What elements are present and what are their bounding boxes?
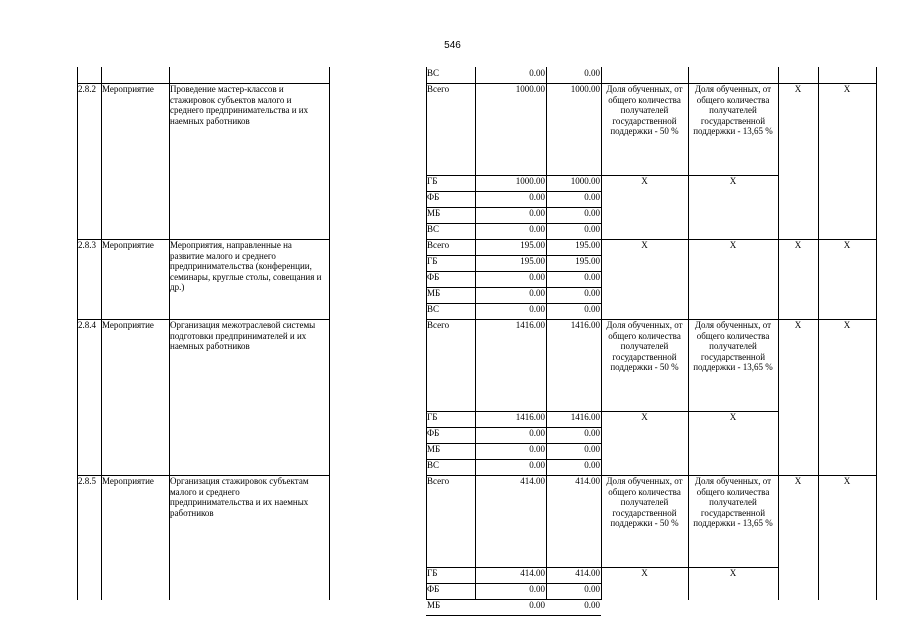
fact-amount: 0.00: [584, 288, 600, 298]
gb-mark-2: Х: [729, 412, 737, 422]
mark-1: Х: [794, 476, 802, 486]
gb-mark-2: Х: [729, 176, 737, 186]
mark-2: Х: [843, 320, 851, 330]
plan-amount: 0.00: [529, 272, 545, 282]
source-label: Всего: [427, 84, 450, 94]
indicator-2: Доля обученных, от общего количества получателей государственной поддержки - 13,65 %: [693, 84, 774, 136]
gb-mark-1: Х: [641, 568, 648, 578]
grid-vline: [778, 67, 779, 600]
source-label: ФБ: [427, 428, 440, 438]
fact-amount: 0.00: [584, 600, 600, 610]
fact-amount: 0.00: [584, 428, 600, 438]
plan-amount: 1000.00: [515, 176, 545, 186]
source-label: МБ: [427, 444, 441, 454]
source-label: ФБ: [427, 584, 440, 594]
plan-amount: 195.00: [520, 240, 545, 250]
fact-amount: 1416.00: [570, 412, 600, 422]
mark-1: Х: [794, 84, 802, 94]
page-number: 546: [444, 40, 461, 51]
indicator-2: Доля обученных, от общего количества получателей государственной поддержки - 13,65 %: [693, 476, 774, 528]
grid-hline: [426, 615, 601, 616]
mark-1: Х: [794, 320, 802, 330]
fact-amount: 0.00: [584, 304, 600, 314]
grid-vline: [426, 67, 427, 600]
activity-type: Мероприятие: [102, 476, 154, 486]
plan-amount: 0.00: [529, 208, 545, 218]
plan-amount: 414.00: [520, 476, 545, 486]
source-label: Всего: [427, 320, 450, 330]
plan-amount: 0.00: [529, 600, 545, 610]
grid-vline: [77, 67, 78, 600]
plan-amount: 0.00: [529, 224, 545, 234]
grid-vline: [329, 67, 330, 600]
gb-mark-1: Х: [641, 412, 648, 422]
grid-vline: [101, 67, 102, 600]
source-label: ФБ: [427, 272, 440, 282]
fact-amount: 0.00: [584, 68, 600, 78]
fact-amount: 0.00: [584, 584, 600, 594]
plan-amount: 0.00: [529, 288, 545, 298]
fact-amount: 1000.00: [570, 84, 600, 94]
mark-2: Х: [843, 84, 851, 94]
activity-code: 2.8.4: [78, 320, 96, 330]
activity-type: Мероприятие: [102, 84, 154, 94]
activity-name: Организация межотраслевой системы подготовки предпринимателей и их наемных работников: [170, 320, 318, 351]
activity-name: Мероприятия, направленные на развитие малого и среднего предпринимательства (конференции, семинары, круглые столы, совещания и др.): [170, 240, 324, 292]
grid-vline: [818, 67, 819, 600]
indicator-1: Доля обученных, от общего количества получателей государственной поддержки - 50 %: [606, 476, 685, 528]
plan-amount: 0.00: [529, 584, 545, 594]
source-label: ВС: [427, 304, 440, 314]
grid-vline: [546, 67, 547, 600]
fact-amount: 414.00: [575, 568, 600, 578]
fact-amount: 0.00: [584, 460, 600, 470]
gb-mark-2: Х: [729, 568, 737, 578]
plan-amount: 195.00: [520, 256, 545, 266]
source-label: МБ: [427, 288, 441, 298]
source-label: Всего: [427, 240, 450, 250]
activity-code: 2.8.2: [78, 84, 96, 94]
plan-amount: 0.00: [529, 428, 545, 438]
source-label: ФБ: [427, 192, 440, 202]
fact-amount: 0.00: [584, 272, 600, 282]
plan-amount: 0.00: [529, 192, 545, 202]
grid-vline: [475, 67, 476, 600]
plan-amount: 0.00: [529, 444, 545, 454]
fact-amount: 195.00: [575, 256, 600, 266]
source-label: МБ: [427, 600, 441, 610]
fact-amount: 414.00: [575, 476, 600, 486]
fact-amount: 0.00: [584, 192, 600, 202]
source-label: МБ: [427, 208, 441, 218]
plan-amount: 1000.00: [515, 84, 545, 94]
source-label: ГБ: [427, 176, 438, 186]
fact-amount: 0.00: [584, 208, 600, 218]
fact-amount: 1000.00: [570, 176, 600, 186]
plan-amount: 0.00: [529, 460, 545, 470]
activity-name: Проведение мастер-классов и стажировок субъектов малого и среднего предпринимательства и их наемных работников: [170, 84, 311, 126]
indicator-2: Х: [729, 240, 737, 250]
plan-amount: 0.00: [529, 304, 545, 314]
mark-2: Х: [843, 240, 851, 250]
source-label: ГБ: [427, 256, 438, 266]
plan-amount: 1416.00: [515, 320, 545, 330]
source-label: Всего: [427, 476, 450, 486]
indicator-1: Доля обученных, от общего количества получателей государственной поддержки - 50 %: [606, 84, 685, 136]
source-label: ГБ: [427, 412, 438, 422]
mark-1: Х: [794, 240, 802, 250]
fact-amount: 1416.00: [570, 320, 600, 330]
activity-type: Мероприятие: [102, 240, 154, 250]
indicator-2: Доля обученных, от общего количества получателей государственной поддержки - 13,65 %: [693, 320, 774, 372]
fact-amount: 0.00: [584, 444, 600, 454]
plan-amount: 0.00: [529, 68, 545, 78]
plan-amount: 414.00: [520, 568, 545, 578]
gb-mark-1: Х: [641, 176, 648, 186]
activity-type: Мероприятие: [102, 320, 154, 330]
activity-code: 2.8.5: [78, 476, 96, 486]
source-label: ВС: [427, 68, 440, 78]
fact-amount: 0.00: [584, 224, 600, 234]
indicator-1: Доля обученных, от общего количества получателей государственной поддержки - 50 %: [606, 320, 685, 372]
activity-code: 2.8.3: [78, 240, 96, 250]
plan-amount: 1416.00: [515, 412, 545, 422]
source-label: ГБ: [427, 568, 438, 578]
source-label: ВС: [427, 224, 440, 234]
indicator-1: Х: [641, 240, 648, 250]
grid-vline: [876, 67, 877, 600]
mark-2: Х: [843, 476, 851, 486]
fact-amount: 195.00: [575, 240, 600, 250]
source-label: ВС: [427, 460, 440, 470]
activity-name: Организация стажировок субъектам малого и среднего предпринимательства и их наемных работников: [170, 476, 311, 518]
